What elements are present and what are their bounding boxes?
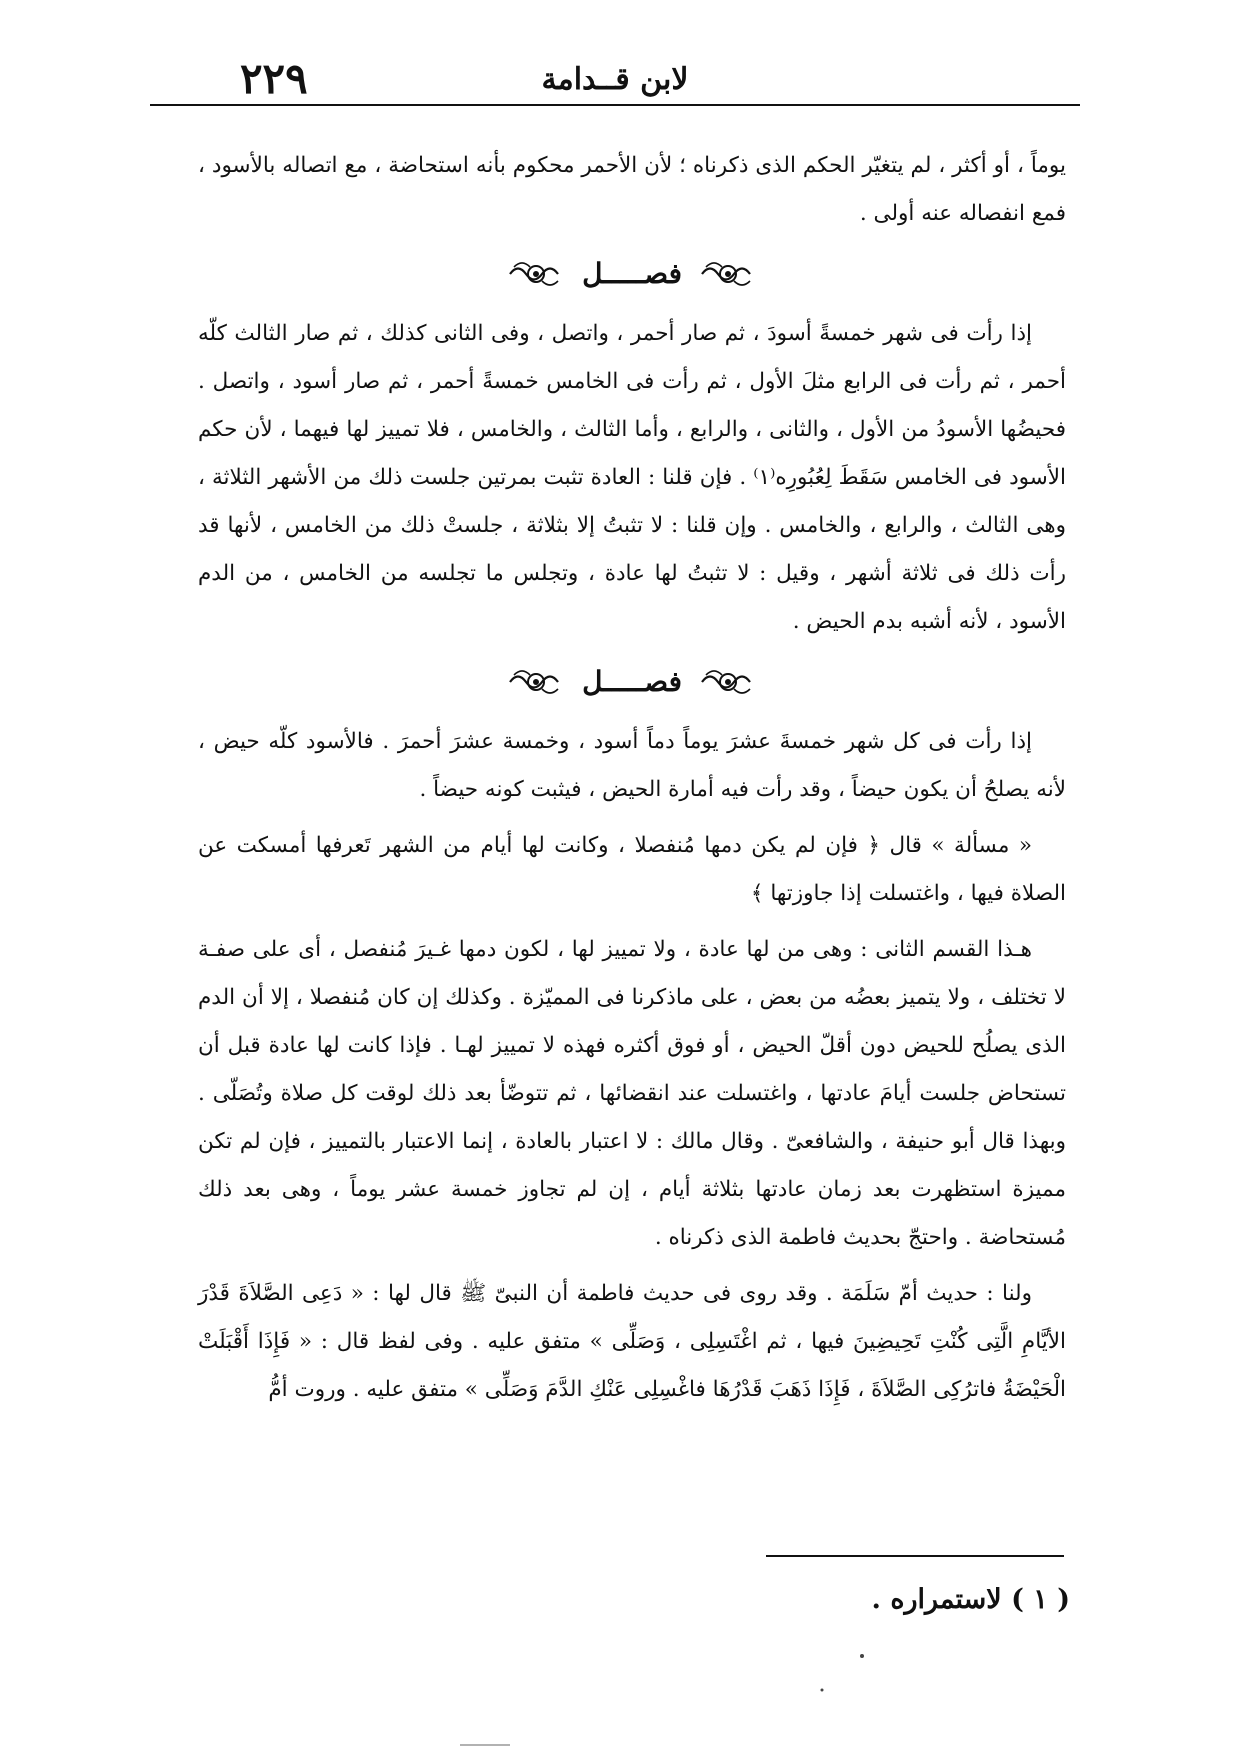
ornament-icon [698, 257, 758, 291]
page-header [150, 52, 1080, 106]
ornament-icon [506, 665, 566, 699]
ornament-icon [698, 665, 758, 699]
masala-paragraph: « مسألة » قال ﴿ فإن لم يكن دمها مُنفصلا ، وكانت لها أيام من الشهر تَعرفها أمسكت عن الصلاة فيها ، واغتسلت إذا جاوزتها ﴾ [198, 833, 1066, 906]
section-heading-label: فصـــــل [582, 665, 682, 698]
page-number: ٢٢٩ [240, 54, 308, 103]
paragraph: إذا رأت فى شهر خمسةً أسودَ ، ثم صار أحمر ، واتصل ، وفى الثانى كذلك ، ثم صار الثالث كلّه أحمر ، ثم رأت فى الرابع مثلَ الأول ، ثم رأت فى الخامس خمسةً أحمر ، ثم صار أسود ، واتصل . فحيضُها الأسودُ من الأول ، والثانى ، والرابع ، وأما الثالث ، والخامس ، فلا تمييز لها فيهما ، لأن حكم الأسود فى الخامس سَقَطَ لِعُبُورِه⁽١⁾ . فإن قلنا : العادة تثبت بمرتين جلست ذلك من الأشهر الثلاثة ، وهى الثالث ، والرابع ، والخامس . وإن قلنا : لا تثبتُ إلا بثلاثة ، جلستْ ذلك من الخامس ، لأنها قد رأت ذلك فى ثلاثة أشهر ، وقيل : لا تثبتُ لها عادة ، وتجلس ما تجلسه من الخامس ، من الدم الأسود ، لأنه أشبه بدم الحيض . [198, 321, 1066, 634]
section-heading-label: فصـــــل [582, 257, 682, 290]
footnote: ( ١ ) لاستمراره . [871, 1584, 1070, 1615]
ornament-icon [506, 257, 566, 291]
running-title: لابن قــدامة [541, 62, 689, 97]
paragraph: هـذا القسم الثانى : وهى من لها عادة ، ولا تمييز لها ، لكون دمها غـيرَ مُنفصل ، أى على صفـة لا تختلف ، ولا يتميز بعضُه من بعض ، على ماذكرنا فى المميّزة . وكذلك إن كان مُنفصلا ، إلا أن الدم الذى يصلُح للحيض دون أقلّ الحيض ، أو فوق أكثره فهذه لا تمييز لهـا . فإذا كانت لها عادة قبل أن تستحاض جلست أيامَ عادتها ، واغتسلت عند انقضائها ، ثم تتوضّأ بعد ذلك لوقت كل صلاة وتُصَلّى . وبهذا قال أبو حنيفة ، والشافعىّ . وقال مالك : لا اعتبار بالعادة ، إنما الاعتبار بالتمييز ، فإن لم تكن مميزة استظهرت بعد زمان عادتها بثلاثة أيام ، إن لم تجاوز خمسة عشر يوماً ، وهى بعد ذلك مُستحاضة . واحتجّ بحديث فاطمة الذى ذكرناه . [198, 937, 1066, 1250]
main-text [198, 142, 1066, 1414]
paragraph: ولنا : حديث أمّ سَلَمَة . وقد روى فى حديث فاطمة أن النبىّ ﷺ قال لها : « دَعِى الصَّلاَةَ قَدْرَ الأيَّامِ الَّتِى كُنْتِ تَحِيضِينَ فيها ، ثم اغْتَسِلِى ، وَصَلِّى » متفق عليه . وفى لفظ قال : « فَإِذَا أَقْبَلَتْ الْحَيْضَةُ فاترُكِى الصَّلاَةَ ، فَإِذَا ذَهَبَ قَدْرُهَا فاغْسِلِى عَنْكِ الدَّمَ وَصَلِّى » متفق عليه . وروت أمُّ [198, 1281, 1066, 1402]
footnote-divider [766, 1555, 1064, 1557]
paragraph: إذا رأت فى كل شهر خمسةَ عشرَ يوماً دماً أسود ، وخمسة عشرَ أحمرَ . فالأسود كلّه حيض ، لأنه يصلحُ أن يكون حيضاً ، وقد رأت فيه أمارة الحيض ، فيثبت كونه حيضاً . [198, 729, 1066, 802]
section-heading-fasl [198, 646, 1066, 718]
section-heading-fasl [198, 238, 1066, 310]
paragraph-continuation: يوماً ، أو أكثر ، لم يتغيّر الحكم الذى ذكرناه ؛ لأن الأحمر محكوم بأنه استحاضة ، مع اتصاله بالأسود ، فمع انفصاله عنه أولى . [198, 153, 1066, 226]
